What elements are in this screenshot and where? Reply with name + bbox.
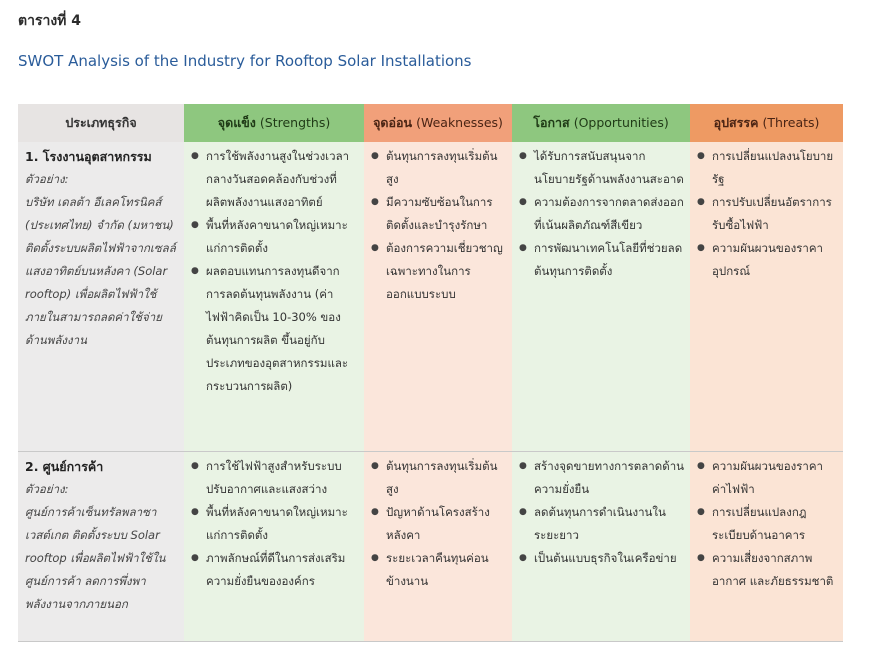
table-label: ตารางที่ 4: [18, 13, 82, 29]
weaknesses-cell: [364, 142, 512, 452]
example-text: บริษัท เดลต้า อีเลคโทรนิคส์ (ประเทศไทย) จำกัด (มหาชน) ติดตั้งระบบผลิตไฟฟ้าจากเซลล์แสงอาทิตย์บนหลังคา (Solar rooftop) เพื่อผลิตไฟฟ้าใช้ภายในสามารถลดค่าใช้จ่ายด้านพลังงาน: [25, 195, 176, 347]
list-item: ● เป็นต้นแบบธุรกิจในเครือข่าย: [534, 547, 684, 570]
header-weaknesses: จุดอ่อน (Weaknesses): [364, 104, 512, 142]
opportunities-cell: [512, 142, 690, 452]
header-row: [18, 104, 843, 142]
table-row: [18, 452, 843, 642]
list-item: ● ปัญหาด้านโครงสร้างหลังคา: [386, 501, 506, 547]
list-item: ● การปรับเปลี่ยนอัตราการรับซื้อไฟฟ้า: [712, 191, 837, 237]
example-label: ตัวอย่าง:: [25, 482, 69, 496]
example-text: ศูนย์การค้าเซ็นทรัลพลาซา เวสต์เกต ติดตั้งระบบ Solar rooftop เพื่อผลิตไฟฟ้าใช้ในศูนย์การค้า ลดการพึ่งพาพลังงานจากภายนอก: [25, 505, 166, 611]
list-item: ● ผลตอบแทนการลงทุนดีจากการลดต้นทุนพลังงาน (ค่าไฟฟ้าคิดเป็น 10-30% ของต้นทุนการผลิต ขึ้นอยู่กับประเภทของอุตสาหกรรมและกระบวนการผลิต): [206, 260, 358, 398]
list-item: ● ความผันผวนของราคาค่าไฟฟ้า: [712, 455, 837, 501]
list-item: ● พื้นที่หลังคาขนาดใหญ่เหมาะแก่การติดตั้ง: [206, 214, 358, 260]
swot-table: [18, 104, 843, 642]
threats-cell: [690, 452, 843, 642]
threats-cell: [690, 142, 843, 452]
list-item: ● ความเสี่ยงจากสภาพอากาศ และภัยธรรมชาติ: [712, 547, 837, 593]
header-threats: อุปสรรค (Threats): [690, 104, 843, 142]
business-type-name: 1. โรงงานอุตสาหกรรม: [25, 149, 152, 164]
list-item: ● ความต้องการจากตลาดส่งออกที่เน้นผลิตภัณฑ์สีเขียว: [534, 191, 684, 237]
list-item: ● ต้นทุนการลงทุนเริ่มต้นสูง: [386, 455, 506, 501]
header-strengths: จุดแข็ง (Strengths): [184, 104, 364, 142]
list-item: ● ลดต้นทุนการดำเนินงานในระยะยาว: [534, 501, 684, 547]
header-opportunities: โอกาส (Opportunities): [512, 104, 690, 142]
strengths-cell: [184, 452, 364, 642]
list-item: ● ระยะเวลาคืนทุนค่อนข้างนาน: [386, 547, 506, 593]
list-item: ● การใช้พลังงานสูงในช่วงเวลากลางวันสอดคล้องกับช่วงที่ผลิตพลังงานแสงอาทิตย์: [206, 145, 358, 214]
list-item: ● การเปลี่ยนแปลงนโยบายรัฐ: [712, 145, 837, 191]
list-item: ● ภาพลักษณ์ที่ดีในการส่งเสริมความยั่งยืนขององค์กร: [206, 547, 358, 593]
list-item: ● การเปลี่ยนแปลงกฎระเบียบด้านอาคาร: [712, 501, 837, 547]
list-item: ● การใช้ไฟฟ้าสูงสำหรับระบบปรับอากาศและแสงสว่าง: [206, 455, 358, 501]
business-type-cell: [18, 452, 184, 642]
list-item: ● ต้นทุนการลงทุนเริ่มต้นสูง: [386, 145, 506, 191]
header-type: ประเภทธุรกิจ: [18, 104, 184, 142]
strengths-cell: [184, 142, 364, 452]
list-item: ● ได้รับการสนับสนุนจากนโยบายรัฐด้านพลังงานสะอาด: [534, 145, 684, 191]
list-item: ● ต้องการความเชี่ยวชาญเฉพาะทางในการออกแบบระบบ: [386, 237, 506, 306]
list-item: ● สร้างจุดขายทางการตลาดด้านความยั่งยืน: [534, 455, 684, 501]
weaknesses-cell: [364, 452, 512, 642]
example-label: ตัวอย่าง:: [25, 172, 69, 186]
list-item: ● การพัฒนาเทคโนโลยีที่ช่วยลดต้นทุนการติดตั้ง: [534, 237, 684, 283]
list-item: ● ความผันผวนของราคาอุปกรณ์: [712, 237, 837, 283]
list-item: ● พื้นที่หลังคาขนาดใหญ่เหมาะแก่การติดตั้ง: [206, 501, 358, 547]
table-row: [18, 142, 843, 452]
opportunities-cell: [512, 452, 690, 642]
table-title: SWOT Analysis of the Industry for Rooftop Solar Installations: [18, 52, 472, 70]
list-item: ● มีความซับซ้อนในการติดตั้งและบำรุงรักษา: [386, 191, 506, 237]
business-type-name: 2. ศูนย์การค้า: [25, 459, 104, 474]
business-type-cell: [18, 142, 184, 452]
